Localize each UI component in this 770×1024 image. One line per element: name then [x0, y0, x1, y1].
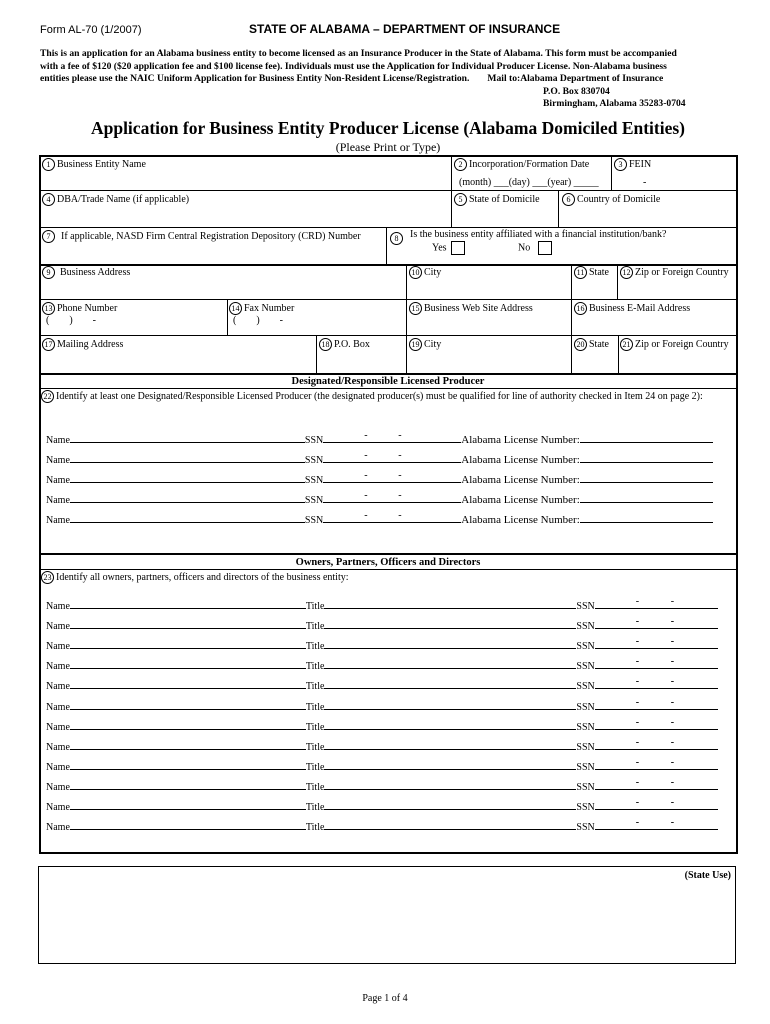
name-input[interactable] [70, 658, 306, 669]
field-phone-number[interactable] [42, 302, 117, 315]
ssn-input[interactable] [595, 598, 718, 609]
ssn-label: SSN [304, 455, 324, 466]
field-label: State of Domicile [469, 193, 540, 205]
name-input[interactable] [70, 759, 306, 770]
title-label: Title [305, 721, 325, 733]
ssn-dash: - [670, 636, 675, 648]
ssn-input[interactable] [595, 736, 718, 750]
ssn-dash: - [364, 490, 368, 501]
designated-instruction-row [41, 390, 703, 403]
field-state-of-domicile[interactable] [454, 193, 540, 206]
field-label: DBA/Trade Name (if applicable) [57, 193, 190, 205]
ssn-dash: - [670, 616, 675, 628]
field-label: State [589, 338, 609, 350]
owner-row [46, 618, 718, 632]
field-po-box[interactable] [319, 338, 370, 351]
name-input[interactable] [70, 432, 305, 443]
name-label: Name [46, 721, 70, 733]
state-use-box [38, 866, 736, 964]
ssn-dash: - [635, 716, 640, 728]
intro-line-2: with a fee of $120 ($20 application fee and $100 license fee). Individuals must use the Application for Individual Producer License. Non-Alabama business [40, 60, 667, 72]
name-input[interactable] [70, 678, 306, 689]
name-label: Name [46, 741, 70, 753]
field-incorporation-date[interactable] [454, 158, 589, 171]
ssn-label: SSN [576, 802, 595, 813]
field-label: Phone Number [57, 302, 118, 314]
ssn-dash: - [364, 430, 368, 441]
ssn-dash: - [670, 656, 675, 668]
license-number-input[interactable] [580, 512, 713, 523]
designated-instruction: Identify at least one Designated/Responsible Licensed Producer (the designated producer(s) must be qualified for line of authority checked in Item 24 on page 2): [56, 390, 703, 402]
field-number: 7 [42, 230, 55, 243]
ssn-dash: - [398, 430, 402, 441]
name-input[interactable] [70, 799, 306, 810]
field-label: Zip or Foreign Country [635, 266, 729, 278]
name-label: Name [46, 621, 70, 633]
page-title: Application for Business Entity Producer License (Alabama Domiciled Entities) [90, 118, 686, 138]
field-number: 8 [390, 232, 403, 245]
license-label: Alabama License Number: [461, 434, 580, 446]
title-label: Title [305, 641, 325, 653]
license-number-input[interactable] [580, 492, 713, 503]
title-input[interactable] [324, 719, 576, 730]
field-number: 13 [42, 302, 55, 315]
title-input[interactable] [324, 779, 576, 790]
mail-line-2: P.O. Box 830704 [543, 85, 610, 97]
title-label: Title [305, 761, 325, 773]
license-label: Alabama License Number: [461, 494, 580, 506]
ssn-dash: - [398, 490, 402, 501]
title-label: Title [305, 802, 325, 813]
title-label: Title [305, 741, 325, 753]
field-number: 3 [614, 158, 627, 171]
field-number: 21 [620, 338, 633, 351]
field-country-of-domicile[interactable] [562, 193, 660, 206]
yes-checkbox[interactable] [451, 241, 465, 255]
ssn-dash: - [670, 776, 675, 788]
ssn-label: SSN [576, 781, 595, 793]
owner-row [46, 819, 718, 833]
ssn-dash: - [635, 636, 640, 648]
page-number: Page 1 of 4 [362, 993, 408, 1004]
title-label: Title [305, 781, 325, 793]
name-label: Name [46, 435, 70, 446]
ssn-input[interactable] [323, 472, 461, 483]
field-fax-number[interactable] [229, 302, 294, 315]
ssn-label: SSN [304, 475, 324, 486]
title-input[interactable] [324, 638, 576, 649]
ssn-dash: - [635, 756, 640, 768]
ssn-input[interactable] [323, 452, 461, 463]
ssn-input[interactable] [323, 432, 461, 443]
owner-row [46, 736, 718, 753]
name-input[interactable] [70, 512, 305, 523]
owner-row [46, 696, 718, 713]
field-label: Country of Domicile [577, 193, 661, 205]
field-label: Business E-Mail Address [589, 302, 691, 314]
name-label: Name [46, 475, 70, 486]
name-label: Name [46, 455, 70, 466]
ssn-label: SSN [576, 822, 595, 834]
ssn-dash: - [364, 450, 368, 461]
date-hint: (month) ___(day) ___(year) _____ [459, 177, 599, 188]
field-label: Incorporation/Formation Date [469, 158, 590, 170]
name-label: Name [46, 681, 70, 693]
mail-line-3: Birmingham, Alabama 35283-0704 [543, 98, 686, 109]
field-label: Mailing Address [57, 338, 124, 350]
field-number: 17 [42, 338, 55, 351]
name-label: Name [46, 495, 70, 506]
name-label: Name [46, 802, 70, 813]
ssn-label: SSN [304, 495, 324, 506]
field-number: 22 [41, 390, 54, 403]
name-input[interactable] [70, 452, 305, 463]
ssn-label: SSN [576, 721, 595, 733]
title-input[interactable] [324, 699, 576, 710]
owners-instruction: Identify all owners, partners, officers and directors of the business entity: [56, 571, 349, 583]
field-mailing-city[interactable] [409, 338, 441, 351]
affiliation-question: Is the business entity affiliated with a financial institution/bank? [410, 229, 667, 240]
ssn-input[interactable] [595, 799, 718, 810]
mail-line-1: Alabama Department of Insurance [520, 73, 664, 84]
ssn-label: SSN [304, 435, 324, 446]
no-label: No [518, 242, 531, 254]
ssn-dash: - [670, 716, 675, 728]
field-business-zip[interactable] [620, 266, 729, 279]
owner-row [46, 716, 718, 733]
ssn-input[interactable] [595, 819, 718, 830]
ssn-input[interactable] [595, 716, 718, 730]
owner-row [46, 799, 718, 813]
name-label: Name [46, 661, 70, 673]
name-input[interactable] [70, 472, 305, 483]
field-label: City [424, 338, 442, 350]
field-number: 2 [454, 158, 467, 171]
title-input[interactable] [324, 819, 576, 830]
ssn-dash: - [670, 676, 675, 688]
ssn-dash: - [670, 756, 675, 768]
ssn-dash: - [635, 776, 640, 788]
title-input[interactable] [324, 618, 576, 629]
mail-label: Mail to: [487, 73, 521, 84]
field-label: P.O. Box [334, 338, 370, 350]
field-number: 16 [574, 302, 587, 315]
title-label: Title [305, 701, 325, 713]
ssn-dash: - [364, 470, 368, 481]
field-number: 20 [574, 338, 587, 351]
state-use-label: (State Use) [684, 870, 731, 881]
field-number: 10 [409, 266, 422, 279]
field-business-entity-name[interactable] [42, 158, 146, 171]
field-label: Business Web Site Address [424, 302, 533, 314]
field-label: State [589, 266, 609, 278]
ssn-label: SSN [576, 601, 595, 612]
designated-producer-row [46, 452, 713, 466]
title-input[interactable] [324, 678, 576, 689]
ssn-dash: - [635, 736, 640, 748]
field-business-address[interactable] [42, 266, 130, 279]
name-label: Name [46, 641, 70, 653]
title-label: Title [305, 601, 325, 612]
owner-row [46, 658, 718, 672]
ssn-label: SSN [576, 621, 595, 633]
field-mailing-state[interactable] [574, 338, 609, 351]
ssn-input[interactable] [595, 756, 718, 770]
field-number: 5 [454, 193, 467, 206]
ssn-input[interactable] [595, 776, 718, 790]
ssn-dash: - [398, 450, 402, 461]
ssn-dash: - [635, 676, 640, 688]
field-number: 11 [574, 266, 587, 279]
ssn-label: SSN [576, 681, 595, 693]
license-number-input[interactable] [580, 472, 713, 483]
field-mailing-zip[interactable] [620, 338, 729, 351]
field-label: If applicable, NASD Firm Central Registration Depository (CRD) Number [61, 230, 361, 242]
owner-row [46, 598, 718, 612]
designated-producer-row [46, 492, 713, 506]
field-label: Zip or Foreign Country [635, 338, 729, 350]
ssn-dash: - [364, 510, 368, 521]
license-number-input[interactable] [580, 452, 713, 463]
field-web-site[interactable] [409, 302, 533, 315]
fein-hint: - [643, 177, 647, 188]
name-label: Name [46, 822, 70, 834]
affiliation-no[interactable] [518, 241, 552, 255]
license-label: Alabama License Number: [461, 454, 580, 466]
title-label: Title [305, 621, 325, 633]
ssn-dash: - [635, 616, 640, 628]
name-input[interactable] [70, 739, 306, 750]
license-label: Alabama License Number: [461, 514, 580, 526]
designated-producer-row [46, 472, 713, 486]
field-label: City [424, 266, 442, 278]
title-label: Title [305, 661, 325, 673]
field-crd-number[interactable] [42, 230, 361, 243]
intro-text [40, 48, 740, 111]
designated-section-title: Designated/Responsible Licensed Producer [291, 376, 485, 387]
ssn-dash: - [670, 736, 675, 748]
title-input[interactable] [324, 739, 576, 750]
designated-producer-row [46, 432, 713, 446]
ssn-label: SSN [576, 641, 595, 653]
field-business-city[interactable] [409, 266, 441, 279]
name-input[interactable] [70, 819, 306, 830]
ssn-input[interactable] [323, 512, 461, 523]
field-number: 9 [42, 266, 55, 279]
agency-title: STATE OF ALABAMA – DEPARTMENT OF INSURANCE [249, 22, 561, 36]
title-input[interactable] [324, 598, 576, 609]
ssn-label: SSN [576, 741, 595, 753]
ssn-input[interactable] [595, 658, 718, 669]
phone-hint: ( ) - [46, 315, 96, 326]
name-input[interactable] [70, 719, 306, 730]
field-fein[interactable] [614, 158, 651, 171]
title-input[interactable] [324, 658, 576, 669]
title-label: Title [305, 681, 325, 693]
name-label: Name [46, 601, 70, 612]
ssn-input[interactable] [595, 638, 718, 649]
license-label: Alabama License Number: [461, 474, 580, 486]
title-label: Title [305, 822, 325, 834]
ssn-dash: - [670, 817, 675, 829]
owners-section-title: Owners, Partners, Officers and Directors [295, 557, 481, 568]
fax-hint: ( ) - [233, 315, 283, 326]
field-number: 18 [319, 338, 332, 351]
title-input[interactable] [324, 799, 576, 810]
field-number: 4 [42, 193, 55, 206]
ssn-dash: - [398, 510, 402, 521]
ssn-dash: - [670, 797, 675, 808]
field-dba-name[interactable] [42, 193, 189, 206]
field-number: 19 [409, 338, 422, 351]
ssn-dash: - [635, 696, 640, 708]
ssn-dash: - [635, 817, 640, 829]
field-label: Business Address [60, 266, 131, 278]
name-input[interactable] [70, 638, 306, 649]
owner-row [46, 776, 718, 793]
field-number: 15 [409, 302, 422, 315]
ssn-label: SSN [304, 515, 324, 526]
owner-row [46, 678, 718, 692]
ssn-dash: - [670, 696, 675, 708]
intro-line-3: entities please use the NAIC Uniform Application for Business Entity Non-Resident License/Registration. [40, 73, 470, 84]
ssn-label: SSN [576, 661, 595, 673]
field-number: 12 [620, 266, 633, 279]
name-label: Name [46, 701, 70, 713]
field-label: Fax Number [244, 302, 295, 314]
field-number: 1 [42, 158, 55, 171]
name-label: Name [46, 781, 70, 793]
name-input[interactable] [70, 598, 306, 609]
name-label: Name [46, 761, 70, 773]
page-subtitle: (Please Print or Type) [335, 140, 441, 154]
yes-label: Yes [432, 242, 447, 254]
ssn-dash: - [670, 596, 675, 607]
title-input[interactable] [324, 759, 576, 770]
field-business-state[interactable] [574, 266, 609, 279]
field-number: 23 [41, 571, 54, 584]
license-number-input[interactable] [580, 432, 713, 443]
ssn-input[interactable] [595, 618, 718, 629]
name-input[interactable] [70, 779, 306, 790]
field-number: 6 [562, 193, 575, 206]
ssn-label: SSN [576, 701, 595, 713]
ssn-input[interactable] [595, 678, 718, 689]
ssn-dash: - [635, 797, 640, 808]
form-number: Form AL-70 (1/2007) [40, 24, 142, 36]
no-checkbox[interactable] [538, 241, 552, 255]
name-input[interactable] [70, 492, 305, 503]
field-email-address[interactable] [574, 302, 690, 315]
field-mailing-address[interactable] [42, 338, 123, 351]
field-label: FEIN [629, 158, 652, 170]
name-input[interactable] [70, 699, 306, 710]
name-input[interactable] [70, 618, 306, 629]
ssn-input[interactable] [595, 696, 718, 710]
field-number: 14 [229, 302, 242, 315]
designated-producer-row [46, 512, 713, 526]
ssn-dash: - [398, 470, 402, 481]
ssn-dash: - [635, 656, 640, 668]
ssn-label: SSN [576, 761, 595, 773]
field-label: Business Entity Name [57, 158, 146, 170]
intro-line-1: This is an application for an Alabama business entity to become licensed as an Insurance Producer in the State of Alabama. This form must be accompanied [40, 48, 677, 59]
owner-row [46, 756, 718, 773]
field-affiliation-number [390, 232, 405, 245]
name-label: Name [46, 515, 70, 526]
affiliation-yes[interactable] [432, 241, 465, 255]
owner-row [46, 638, 718, 652]
ssn-dash: - [635, 596, 640, 607]
owners-instruction-row [41, 571, 349, 584]
ssn-input[interactable] [323, 492, 461, 503]
